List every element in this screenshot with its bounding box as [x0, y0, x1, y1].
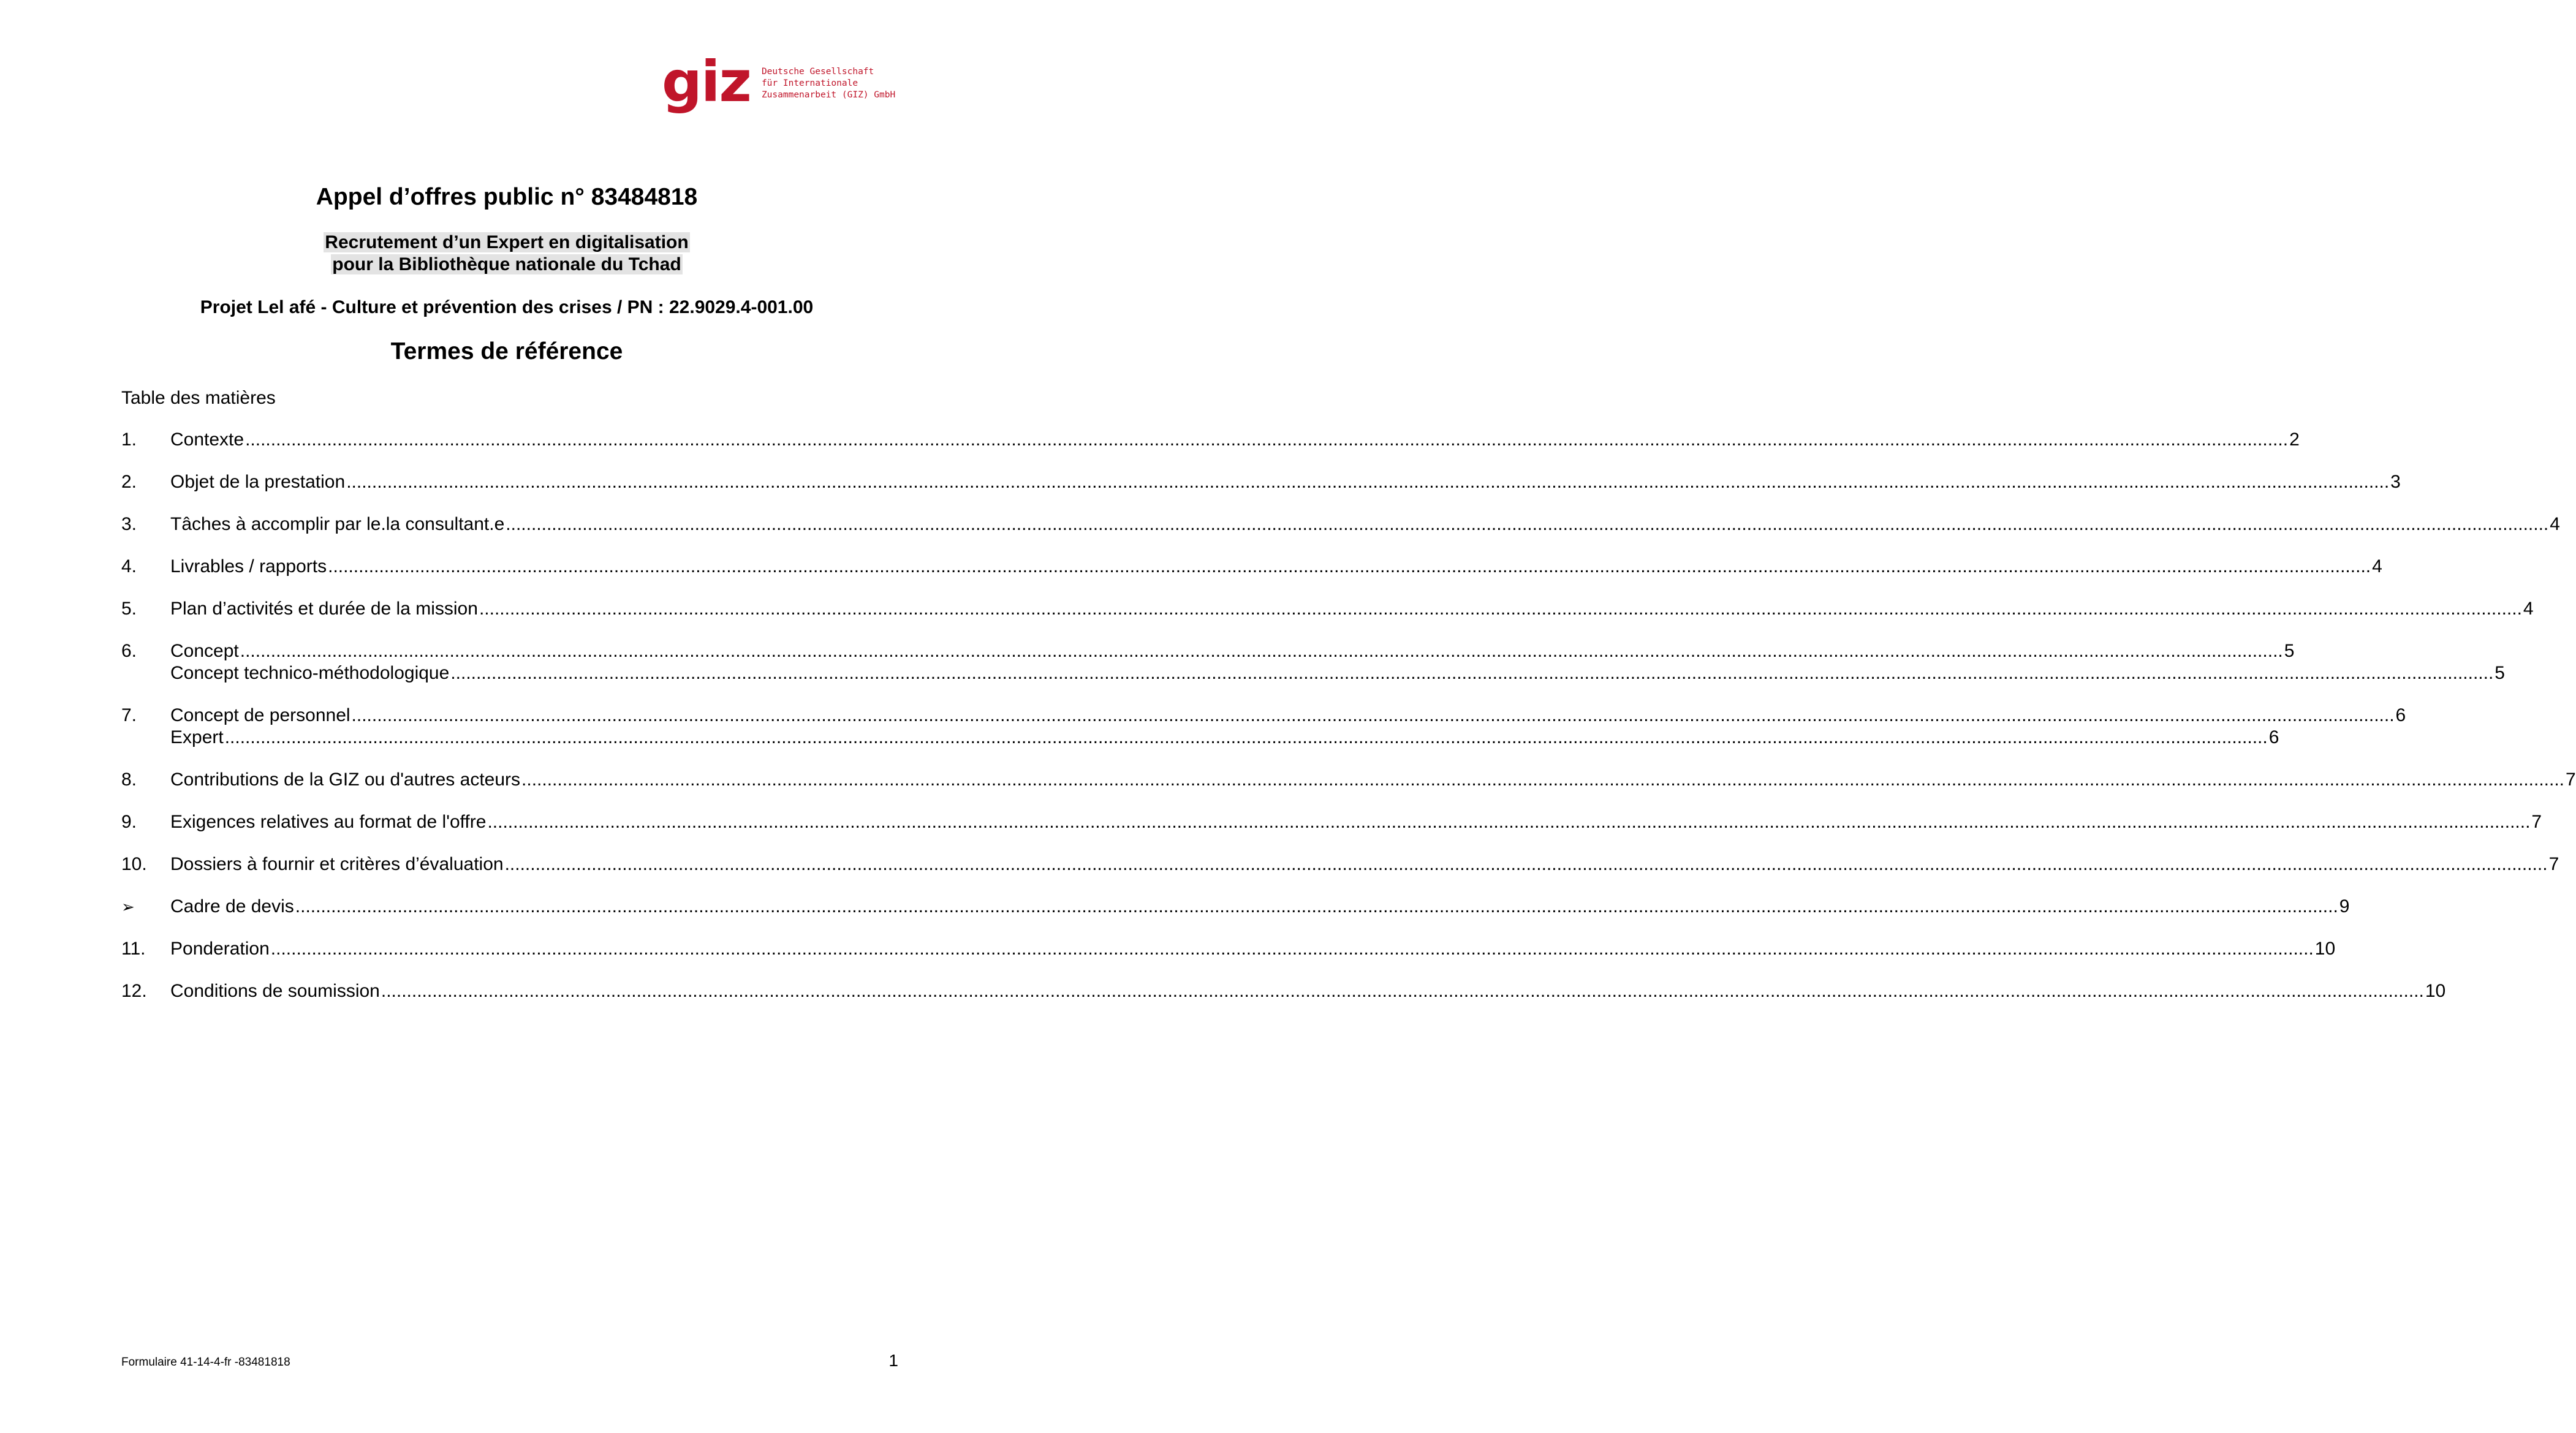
- toc-entry-page: 10: [2425, 981, 2446, 1001]
- toc-entry-label: Ponderation: [170, 939, 270, 959]
- toc-dot-leader: ................................................................................................................................................................................................................................................................................................................................................................................................................: [245, 429, 2289, 450]
- toc-entry-number: 4.: [121, 556, 137, 577]
- toc-entry[interactable]: [121, 938, 2336, 960]
- toc-entry-label: Dossiers à fournir et critères d’évaluation: [170, 854, 504, 874]
- toc-entry-number: 8.: [121, 769, 137, 790]
- toc-entry-page: 6: [2395, 705, 2406, 725]
- project-reference: Projet Lel afé - Culture et prévention des crises / PN : 22.9029.4-001.00: [200, 297, 814, 317]
- subtitle-line: pour la Bibliothèque nationale du Tchad: [332, 254, 681, 274]
- toc-dot-leader: ................................................................................................................................................................................................................................................................................................................................................................................................................: [295, 896, 2338, 917]
- toc-dot-leader: ................................................................................................................................................................................................................................................................................................................................................................................................................: [328, 556, 2371, 577]
- toc-entry-page: 10: [2314, 939, 2336, 959]
- toc-entry-page: 9: [2339, 896, 2350, 917]
- toc-entry[interactable]: [121, 896, 2350, 918]
- toc-entry-label: Plan d’activités et durée de la mission: [170, 599, 478, 619]
- toc-entry[interactable]: [121, 705, 2406, 727]
- toc-entry-label: Objet de la prestation: [170, 472, 346, 492]
- toc-entry-label: Concept technico-méthodologique: [170, 663, 450, 683]
- toc-entry-number: 3.: [121, 514, 137, 534]
- toc-dot-leader: ................................................................................................................................................................................................................................................................................................................................................................................................................: [351, 705, 2395, 725]
- toc-entry[interactable]: [121, 556, 2382, 578]
- toc-entry-page: 4: [2523, 599, 2534, 619]
- toc-dot-leader: ................................................................................................................................................................................................................................................................................................................................................................................................................: [450, 663, 2494, 683]
- toc-entry-page: 4: [2550, 514, 2560, 534]
- toc-entry-page: 7: [2548, 854, 2559, 874]
- toc-entry-number: 6.: [121, 641, 137, 661]
- toc-entry-number: 5.: [121, 599, 137, 619]
- giz-org-name: [762, 66, 895, 101]
- toc-entry[interactable]: [170, 727, 2279, 749]
- toc-entry-number: 9.: [121, 812, 137, 832]
- toc-dot-leader: ................................................................................................................................................................................................................................................................................................................................................................................................................: [487, 812, 2531, 832]
- toc-entry-label: Concept de personnel: [170, 705, 350, 725]
- toc-entry-label: Concept: [170, 641, 239, 661]
- toc-entry-label: Contexte: [170, 429, 244, 450]
- toc-dot-leader: ................................................................................................................................................................................................................................................................................................................................................................................................................: [521, 769, 2565, 790]
- arrow-icon: ➢: [121, 898, 135, 916]
- toc-entry-label: Contributions de la GIZ ou d'autres acteurs: [170, 769, 521, 790]
- giz-org-line: für Internationale: [761, 78, 858, 88]
- toc-entry[interactable]: [121, 811, 2542, 833]
- toc-entry-number: 12.: [121, 981, 147, 1001]
- toc-dot-leader: ................................................................................................................................................................................................................................................................................................................................................................................................................: [479, 599, 2522, 619]
- toc-entry-number: 11.: [121, 939, 146, 959]
- toc-entry[interactable]: [121, 598, 2534, 620]
- footer-page-number: 1: [888, 1351, 898, 1370]
- toc-entry-label: Livrables / rapports: [170, 556, 327, 577]
- toc-heading: Table des matières: [121, 388, 276, 408]
- document-subtitle: [0, 232, 1013, 276]
- toc-entry[interactable]: [121, 853, 2559, 875]
- giz-logo: [662, 49, 896, 115]
- footer-form-id: Formulaire 41-14-4-fr -83481818: [121, 1356, 290, 1369]
- toc-entry[interactable]: [121, 640, 2295, 662]
- toc-entry-page: 5: [2284, 641, 2295, 661]
- toc-dot-leader: ................................................................................................................................................................................................................................................................................................................................................................................................................: [240, 641, 2283, 661]
- giz-org-line: Zusammenarbeit (GIZ) GmbH: [761, 90, 896, 100]
- toc-entry-number: 10.: [121, 854, 147, 874]
- toc-dot-leader: ................................................................................................................................................................................................................................................................................................................................................................................................................: [506, 514, 2549, 534]
- toc-dot-leader: ................................................................................................................................................................................................................................................................................................................................................................................................................: [504, 854, 2548, 874]
- toc-entry-label: Tâches à accomplir par le.la consultant.e: [170, 514, 505, 534]
- toc-dot-leader: ................................................................................................................................................................................................................................................................................................................................................................................................................: [270, 939, 2314, 959]
- toc-dot-leader: ................................................................................................................................................................................................................................................................................................................................................................................................................: [381, 981, 2424, 1001]
- arrow-bullet-icon: [121, 896, 170, 918]
- toc-entry[interactable]: [121, 429, 2300, 451]
- toc-entry-page: 4: [2372, 556, 2382, 577]
- toc-dot-leader: ................................................................................................................................................................................................................................................................................................................................................................................................................: [224, 727, 2268, 747]
- giz-wordmark: giz: [662, 49, 751, 115]
- toc-entry-number: 1.: [121, 429, 137, 450]
- document-title: Appel d’offres public n° 83484818: [316, 184, 698, 210]
- section-title: Termes de référence: [390, 338, 623, 365]
- toc-entry-page: 3: [2390, 472, 2401, 492]
- toc-entry-page: 2: [2289, 429, 2300, 450]
- toc-entry-number: 2.: [121, 472, 137, 492]
- toc-entry-number: 7.: [121, 705, 137, 725]
- toc-entry-label: Exigences relatives au format de l'offre: [170, 812, 487, 832]
- toc-entry-label: Conditions de soumission: [170, 981, 380, 1001]
- giz-org-line: Deutsche Gesellschaft: [761, 67, 874, 77]
- toc-entry-page: 5: [2495, 663, 2505, 683]
- toc-entry[interactable]: [121, 769, 2576, 791]
- toc-entry[interactable]: [121, 471, 2401, 493]
- toc-dot-leader: ................................................................................................................................................................................................................................................................................................................................................................................................................: [346, 472, 2390, 492]
- toc-entry[interactable]: [170, 662, 2505, 684]
- toc-entry-page: 7: [2566, 769, 2576, 790]
- toc-entry-label: Expert: [170, 727, 224, 747]
- toc-entry-label: Cadre de devis: [170, 896, 294, 917]
- toc-entry[interactable]: [121, 513, 2560, 535]
- toc-entry-page: 6: [2268, 727, 2279, 747]
- subtitle-line: Recrutement d’un Expert en digitalisation: [325, 232, 689, 252]
- toc-entry[interactable]: [121, 980, 2446, 1002]
- toc-entry-page: 7: [2531, 812, 2542, 832]
